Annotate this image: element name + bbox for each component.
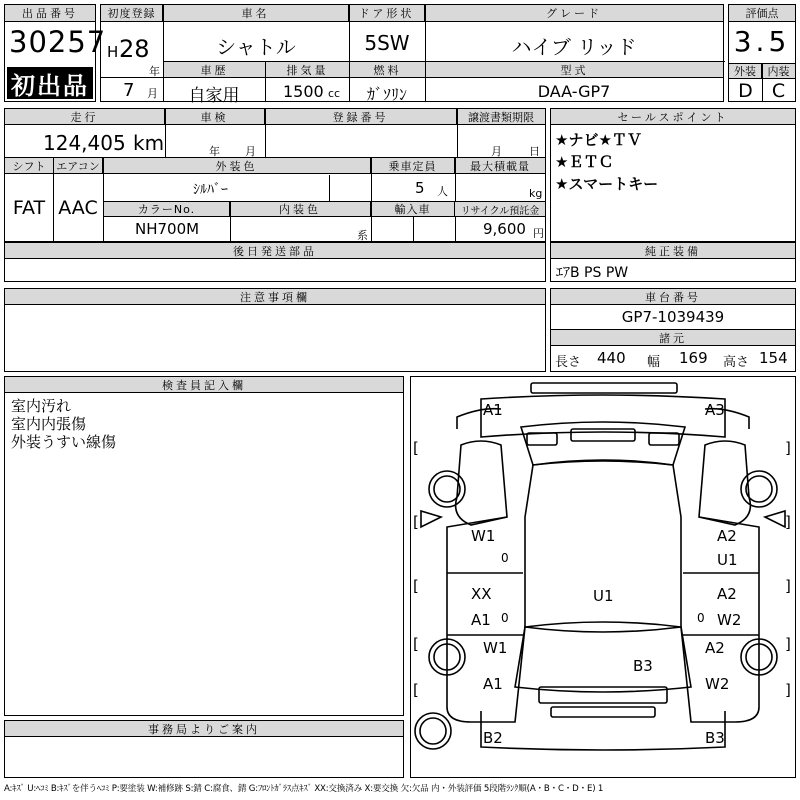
displacement-unit: cc bbox=[328, 87, 341, 100]
ext-score: D bbox=[738, 80, 753, 102]
grade-label: グレード bbox=[425, 5, 723, 22]
damage-legend: A:ｷｽﾞ U:ﾍｺﾐ B:ｷｽﾞを伴うﾍｺﾐ P:要塗装 W:補修跡 S:錆 C:腐食、錆 G:ﾌﾛﾝﾄｶﾞﾗｽ点ｷｽﾞ XX:交換済み X:要交換 欠:欠品 内・外装評価 5段階ﾗﾝｸ順(A・B・C・D・E) 1 bbox=[4, 784, 604, 794]
chassis-number: GP7-1039439 bbox=[621, 308, 725, 326]
bracket: [ bbox=[413, 635, 419, 653]
dmg-b2-bottom: B2 bbox=[483, 729, 503, 747]
length-label: 長さ bbox=[555, 355, 582, 370]
dmg-0-right: 0 bbox=[697, 611, 705, 625]
dmg-a3-top: A3 bbox=[705, 401, 725, 419]
dmg-xx-left: XX bbox=[471, 585, 492, 603]
chassis-label: 車台番号 bbox=[551, 289, 795, 305]
dmg-u1-center: U1 bbox=[593, 587, 614, 605]
lot-number: 30257 bbox=[9, 25, 107, 59]
bracket: ] bbox=[785, 439, 791, 457]
door-type: 5SW bbox=[364, 31, 410, 55]
ext-color: ｼﾙﾊﾞｰ bbox=[193, 182, 228, 198]
office-box bbox=[4, 720, 404, 778]
sales-points-label: セールスポイント bbox=[551, 109, 795, 125]
aircon-label: エアコン bbox=[54, 158, 103, 174]
displacement-label: 排気量 bbox=[266, 62, 350, 78]
dmg-a1-bottom: A1 bbox=[483, 675, 503, 693]
int-color-unit: 系 bbox=[357, 229, 368, 242]
score-label: 評価点 bbox=[729, 5, 795, 22]
equipment bbox=[550, 242, 796, 282]
bracket: [ bbox=[413, 439, 419, 457]
bracket: ] bbox=[785, 513, 791, 531]
int-score: C bbox=[771, 80, 786, 102]
door-label: ドア形状 bbox=[349, 5, 425, 22]
inspector-line: 室内汚れ bbox=[11, 397, 72, 415]
dmg-a2-right3: A2 bbox=[705, 639, 725, 657]
recycle: 9,600 bbox=[483, 220, 526, 238]
dmg-w1-left: W1 bbox=[471, 527, 496, 545]
model-code: DAA-GP7 bbox=[537, 82, 611, 101]
inspection-month-unit: 月 bbox=[245, 145, 256, 158]
sales-point-item: ★ＥＴＣ bbox=[555, 153, 614, 171]
ext-color-label: 外装色 bbox=[103, 158, 371, 174]
fuel-label: 燃料 bbox=[350, 62, 426, 78]
aircon: AAC bbox=[58, 197, 98, 219]
recycle-label: リサイクル預託金 bbox=[455, 202, 545, 217]
grade: ハイブ リッド bbox=[511, 35, 637, 59]
notes-label: 注意事項欄 bbox=[5, 289, 545, 305]
history-label: 車歴 bbox=[164, 62, 266, 78]
inspector-label: 検査員記入欄 bbox=[5, 377, 403, 393]
car-name-label: 車名 bbox=[163, 5, 349, 22]
later-parts bbox=[4, 242, 546, 282]
capacity-unit: 人 bbox=[437, 185, 448, 198]
width-label: 幅 bbox=[647, 355, 661, 370]
bracket: ] bbox=[785, 577, 791, 595]
height: 154 bbox=[759, 349, 788, 367]
lot-label: 出品番号 bbox=[5, 5, 95, 22]
transfer-label: 譲渡書類期限 bbox=[457, 109, 545, 125]
bracket: [ bbox=[413, 577, 419, 595]
sales-points bbox=[550, 108, 796, 242]
details-grid bbox=[4, 108, 546, 242]
vehicle-summary bbox=[100, 4, 724, 106]
score-value: 3.5 bbox=[733, 25, 791, 58]
capacity-label: 乗車定員 bbox=[371, 158, 455, 174]
later-parts-label: 後日発送部品 bbox=[5, 243, 545, 259]
import-label: 輸入車 bbox=[371, 202, 455, 217]
dmg-w2-bottom: W2 bbox=[705, 675, 730, 693]
dmg-a2-right2: A2 bbox=[717, 585, 737, 603]
score-box bbox=[728, 4, 796, 102]
length: 440 bbox=[597, 349, 626, 367]
mileage-unit: km bbox=[133, 131, 165, 155]
ext-score-label: 外装 bbox=[729, 64, 762, 79]
dmg-a1-left: A1 bbox=[471, 611, 491, 629]
shift: FAT bbox=[12, 197, 46, 219]
inspection-year-unit: 年 bbox=[209, 145, 220, 158]
reg-year: 28 bbox=[119, 35, 150, 63]
bracket: [ bbox=[413, 513, 419, 531]
month-unit: 月 bbox=[147, 87, 158, 100]
transfer-day-unit: 日 bbox=[529, 145, 540, 158]
office-label: 事務局よりご案内 bbox=[5, 721, 403, 737]
dmg-a2-right: A2 bbox=[717, 527, 737, 545]
bracket: [ bbox=[413, 681, 419, 699]
era: H bbox=[107, 43, 119, 61]
bracket: ] bbox=[785, 635, 791, 653]
sales-point-item: ★スマートキー bbox=[555, 175, 659, 193]
dmg-w1-left2: W1 bbox=[483, 639, 508, 657]
history: 自家用 bbox=[188, 86, 240, 106]
mileage: 124,405 bbox=[43, 131, 126, 155]
sales-point-item: ★ナビ★ＴＶ bbox=[555, 131, 642, 149]
inspection-label: 車検 bbox=[165, 109, 265, 125]
dmg-0-left: 0 bbox=[501, 551, 509, 565]
shift-label: シフト bbox=[5, 158, 54, 174]
width: 169 bbox=[679, 349, 708, 367]
lot-box bbox=[4, 4, 107, 102]
car-name: シャトル bbox=[216, 35, 296, 59]
reg-month: 7 bbox=[123, 80, 135, 101]
reg-no-label: 登録番号 bbox=[265, 109, 457, 125]
color-no: NH700M bbox=[135, 220, 200, 238]
dims-label: 諸元 bbox=[551, 330, 795, 346]
car-outline bbox=[411, 377, 795, 777]
max-load-unit: kg bbox=[529, 187, 543, 200]
year-unit: 年 bbox=[149, 65, 160, 78]
model-label: 型式 bbox=[426, 62, 723, 78]
chassis-box bbox=[550, 288, 796, 372]
int-color-label: 内装色 bbox=[230, 202, 371, 217]
inspector-line: 室内内張傷 bbox=[11, 415, 87, 433]
int-score-label: 内装 bbox=[762, 64, 795, 79]
equipment-value: ｴｱB PS PW bbox=[556, 265, 629, 281]
dmg-w2-right: W2 bbox=[717, 611, 742, 629]
transfer-month-unit: 月 bbox=[491, 145, 502, 158]
capacity: 5 bbox=[415, 179, 425, 197]
color-no-label: カラーNo. bbox=[104, 202, 230, 217]
height-label: 高さ bbox=[723, 355, 750, 370]
dmg-a1-top: A1 bbox=[483, 401, 503, 419]
car-diagram bbox=[410, 376, 796, 778]
inspector-box bbox=[4, 376, 404, 716]
displacement: 1500 bbox=[283, 82, 324, 101]
notes bbox=[4, 288, 546, 372]
dmg-b3-center: B3 bbox=[633, 657, 653, 675]
recycle-unit: 円 bbox=[533, 227, 544, 240]
bracket: ] bbox=[785, 681, 791, 699]
mileage-label: 走行 bbox=[5, 109, 165, 125]
inspector-line: 外装うすい線傷 bbox=[11, 433, 117, 451]
first-listing-badge: 初出品 bbox=[7, 67, 93, 99]
dmg-u1-right: U1 bbox=[717, 551, 738, 569]
dmg-0-left2: 0 bbox=[501, 611, 509, 625]
max-load-label: 最大積載量 bbox=[455, 158, 545, 174]
dmg-b3-bottom: B3 bbox=[705, 729, 725, 747]
first-reg-label: 初度登録 bbox=[101, 5, 163, 22]
fuel: ｶﾞｿﾘﾝ bbox=[366, 85, 407, 104]
equipment-label: 純正装備 bbox=[551, 243, 795, 259]
